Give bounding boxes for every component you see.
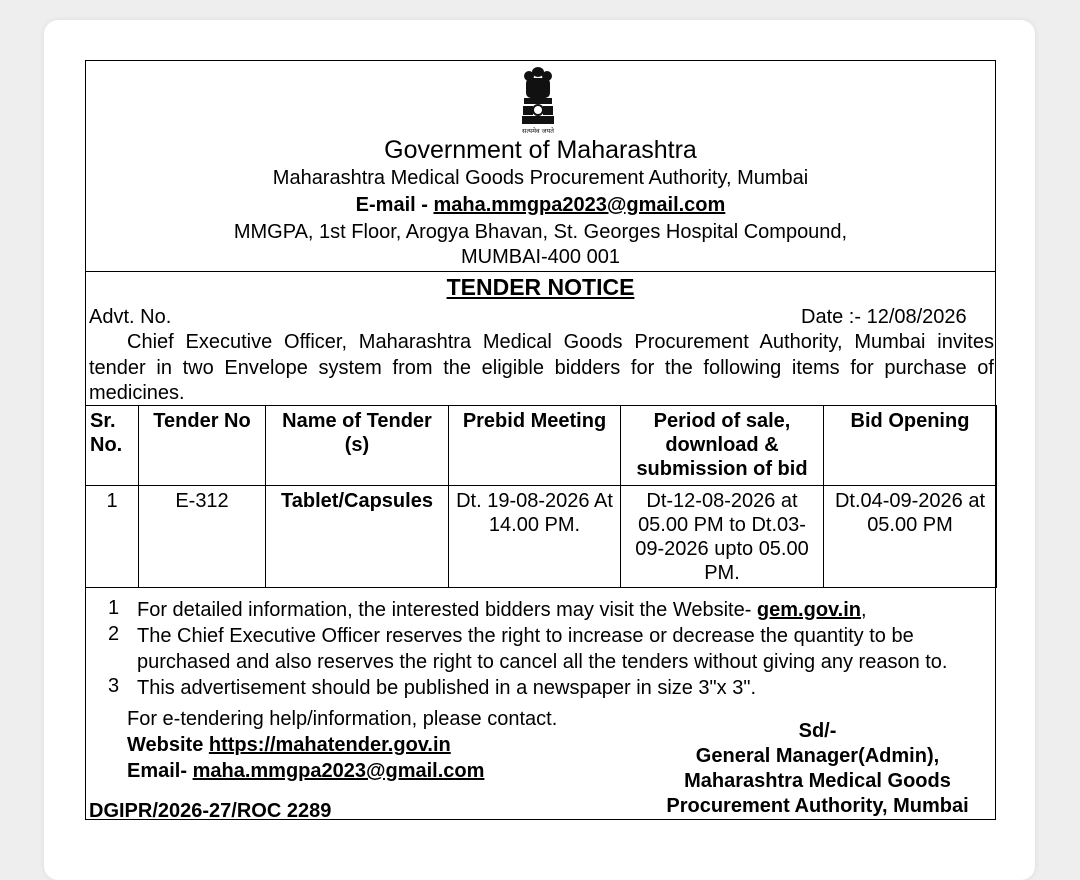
national-emblem-icon xyxy=(513,64,563,136)
government-heading: Government of Maharashtra xyxy=(384,136,697,164)
col-header-bid-opening: Bid Opening xyxy=(824,406,997,486)
divider xyxy=(85,271,996,272)
notice-body: Chief Executive Officer, Maharashtra Medical Goods Procurement Authority, Mumbai invites tender in two Envelope system from the eligible bidders for the following items for purchase of medicines. xyxy=(89,331,994,404)
notice-date: Date :- 12/08/2026 xyxy=(801,306,967,328)
email-line xyxy=(85,194,996,217)
contact-email-label: Email- xyxy=(127,760,193,782)
note-text: For detailed information, the interested bidders may visit the Website- xyxy=(137,599,757,621)
email-label: E-mail - xyxy=(355,194,434,216)
mahatender-website-link[interactable]: https://mahatender.gov.in xyxy=(208,734,451,756)
note-punct: , xyxy=(861,599,867,621)
website-label: Website xyxy=(127,734,209,756)
note-number: 3 xyxy=(108,675,120,697)
note-2: The Chief Executive Officer reserves the right to increase or decrease the quantity to be purchased and also reserves the right to cancel all the tenders without giving any reason to. xyxy=(137,625,948,673)
contact-intro: For e-tendering help/information, please contact. xyxy=(127,708,558,730)
advt-number: Advt. No. xyxy=(89,306,172,328)
table-header-row xyxy=(86,406,997,486)
contact-email-link[interactable]: maha.mmgpa2023@gmail.com xyxy=(192,760,485,782)
authority-name: Maharashtra Medical Goods Procurement Authority, Mumbai xyxy=(272,167,809,189)
cell-prebid-meeting: Dt. 19-08-2026 At 14.00 PM. xyxy=(449,486,621,588)
table-row xyxy=(86,486,997,588)
note-number: 1 xyxy=(108,597,120,619)
note-3: This advertisement should be published in a newspaper in size 3"x 3". xyxy=(137,677,756,699)
cell-bid-opening: Dt.04-09-2026 at 05.00 PM xyxy=(824,486,997,588)
signature-line-3: Procurement Authority, Mumbai xyxy=(666,795,969,817)
col-header-sr-no: Sr. No. xyxy=(86,406,139,486)
address-line-2: MUMBAI-400 001 xyxy=(461,246,620,268)
signature-line-1: General Manager(Admin), xyxy=(695,745,940,767)
gem-website-link[interactable]: gem.gov.in xyxy=(756,599,862,621)
signature-block xyxy=(645,719,990,819)
cell-period-of-sale: Dt-12-08-2026 at 05.00 PM to Dt.03-09-2026 upto 05.00 PM. xyxy=(621,486,824,588)
tender-table xyxy=(85,405,997,588)
col-header-name-of-tender: Name of Tender (s) xyxy=(266,406,449,486)
emblem-motto: सत्यमेव जयते xyxy=(522,127,554,135)
contact-website xyxy=(127,734,451,757)
address-line-1: MMGPA, 1st Floor, Arogya Bhavan, St. Georges Hospital Compound, xyxy=(233,221,848,243)
cell-tender-no: E-312 xyxy=(139,486,266,588)
tender-notice-title: TENDER NOTICE xyxy=(446,274,635,300)
signature-line-2: Maharashtra Medical Goods xyxy=(684,770,951,792)
col-header-tender-no: Tender No xyxy=(139,406,266,486)
note-number: 2 xyxy=(108,623,120,645)
signature-sd: Sd/- xyxy=(798,720,837,742)
cell-sr-no: 1 xyxy=(86,486,139,588)
cell-tender-name: Tablet/Capsules xyxy=(266,486,449,588)
note-1 xyxy=(137,597,997,623)
footer-code: DGIPR/2026-27/ROC 2289 xyxy=(89,800,332,822)
col-header-prebid-meeting: Prebid Meeting xyxy=(449,406,621,486)
contact-email xyxy=(127,760,484,783)
email-link[interactable]: maha.mmgpa2023@gmail.com xyxy=(433,194,726,216)
col-header-period-of-sale: Period of sale, download & submission of bid xyxy=(621,406,824,486)
